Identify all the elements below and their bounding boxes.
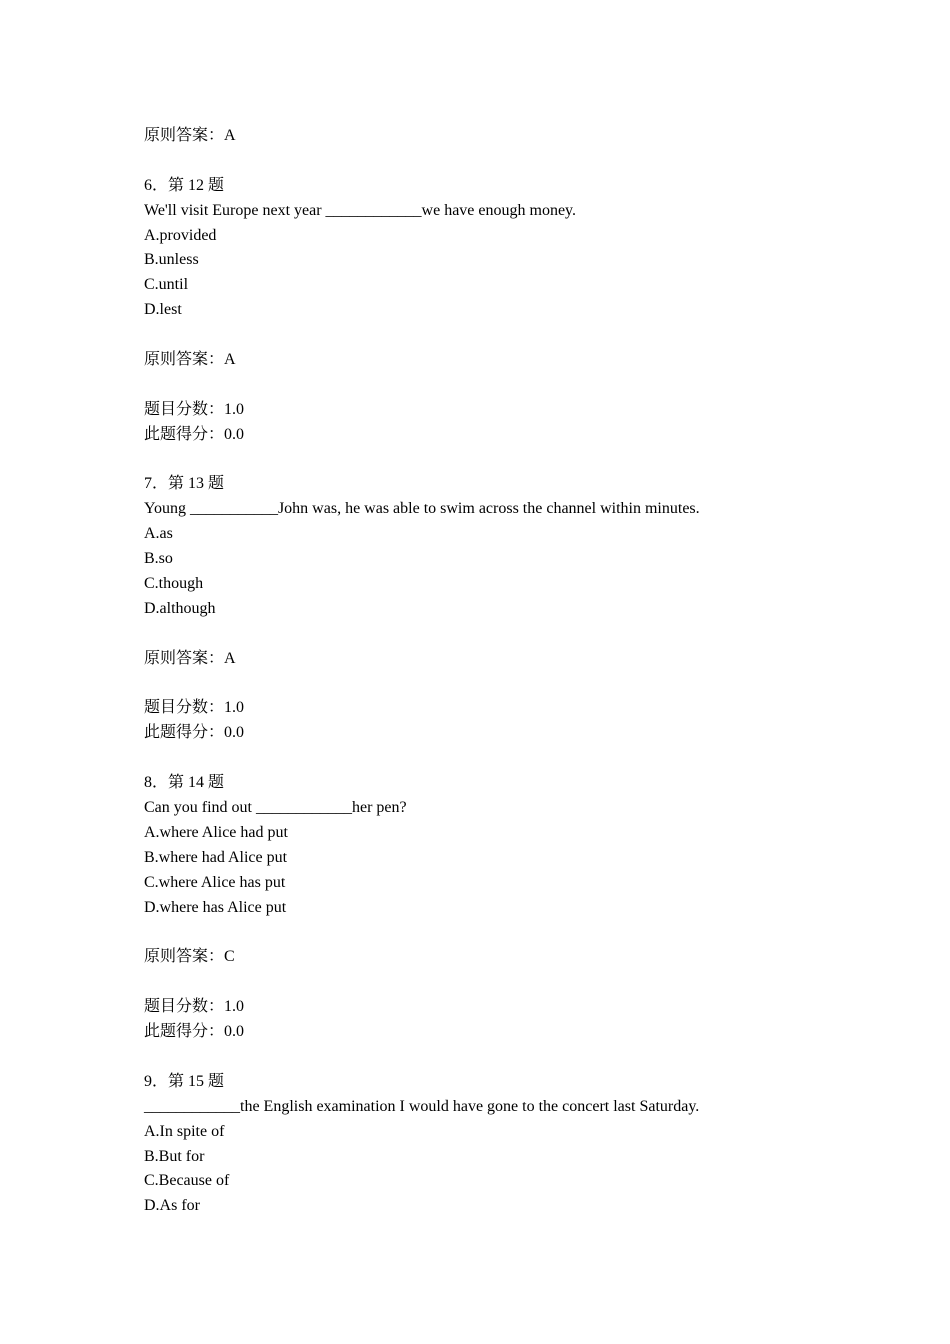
spacer (144, 921, 844, 946)
option-a: A.as (144, 525, 173, 543)
option-a: A.In spite of (144, 1122, 225, 1140)
question-score: 题目分数：1.0 (144, 998, 245, 1016)
spacer (144, 672, 844, 697)
spacer (144, 323, 844, 348)
question-header: 6．第 12 题 (144, 176, 225, 194)
standard-answer: 原则答案：A (144, 351, 236, 369)
question-block-9 (144, 1070, 844, 1219)
standard-answer: 原则答案：C (144, 948, 235, 966)
question-header: 9．第 15 题 (144, 1072, 225, 1090)
question-block-6 (144, 174, 844, 473)
question-score: 题目分数：1.0 (144, 699, 245, 717)
question-block-8 (144, 771, 844, 1070)
spacer (144, 448, 844, 473)
spacer (144, 622, 844, 647)
option-b: B.unless (144, 251, 199, 269)
option-c: C.Because of (144, 1172, 230, 1190)
spacer (144, 746, 844, 771)
option-d: D.although (144, 599, 216, 617)
document-page (144, 124, 844, 1219)
spacer (144, 1045, 844, 1070)
option-d: D.As for (144, 1197, 200, 1215)
option-b: B.But for (144, 1147, 205, 1165)
question-stem: Young ___________John was, he was able to swim across the channel within minutes. (144, 500, 700, 518)
question-stem: ____________the English examination I would have gone to the concert last Saturday. (144, 1097, 700, 1115)
option-c: C.until (144, 276, 189, 294)
spacer (144, 970, 844, 995)
question-score: 题目分数：1.0 (144, 400, 245, 418)
question-header: 8．第 14 题 (144, 774, 225, 792)
option-a: A.provided (144, 226, 217, 244)
question-stem: Can you find out ____________her pen? (144, 799, 407, 817)
option-d: D.where has Alice put (144, 898, 287, 916)
option-b: B.where had Alice put (144, 848, 288, 866)
option-d: D.lest (144, 301, 182, 319)
question-stem: We'll visit Europe next year ____________we have enough money. (144, 201, 577, 219)
previous-standard-answer: 原则答案：A (144, 127, 236, 144)
question-block-7 (144, 472, 844, 771)
question-header: 7．第 13 题 (144, 475, 225, 493)
earned-score: 此题得分：0.0 (144, 724, 245, 742)
standard-answer: 原则答案：A (144, 649, 236, 667)
option-c: C.though (144, 575, 204, 593)
spacer (144, 373, 844, 398)
option-b: B.so (144, 550, 173, 568)
earned-score: 此题得分：0.0 (144, 425, 245, 443)
spacer (144, 149, 844, 174)
earned-score: 此题得分：0.0 (144, 1023, 245, 1041)
option-a: A.where Alice had put (144, 823, 288, 841)
option-c: C.where Alice has put (144, 873, 286, 891)
